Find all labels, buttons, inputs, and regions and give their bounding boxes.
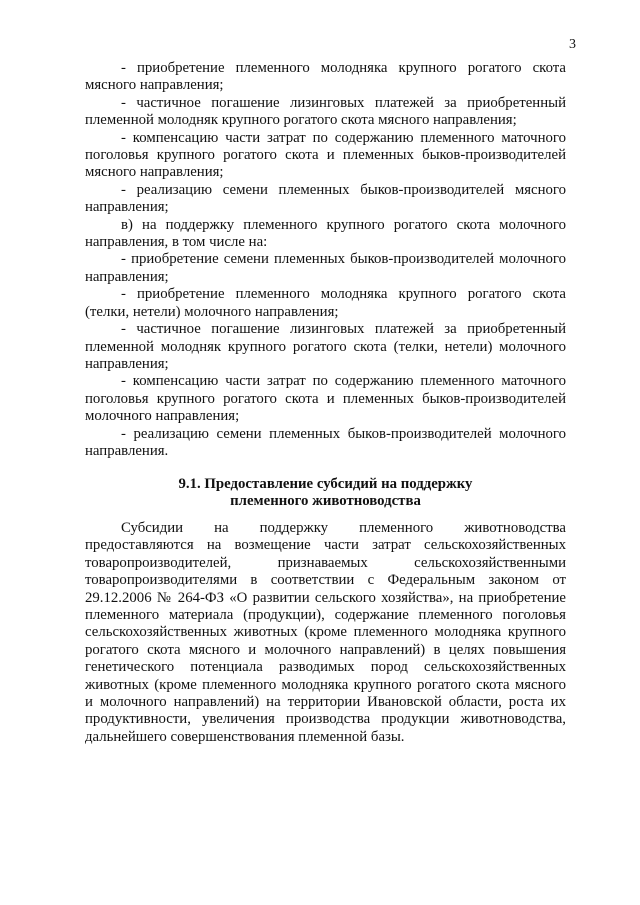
list-item: - приобретение племенного молодняка крупного рогатого скота (телки, нетели) молочного направления; <box>85 286 566 320</box>
subsection-item: в) на поддержку племенного крупного рогатого скота молочного направления, в том числе на: <box>85 216 566 251</box>
section-body <box>85 520 566 746</box>
list-item: - компенсацию части затрат по содержанию племенного маточного поголовья крупного рогатого скота и племенных быков-производителей молочного направления; <box>85 373 566 425</box>
list-item: - компенсацию части затрат по содержанию племенного маточного поголовья крупного рогатого скота и племенных быков-производителей мясного направления; <box>85 129 566 181</box>
section-body-paragraph: Субсидии на поддержку племенного животноводства предоставляются на возмещение части затрат сельскохозяйственных товаропроизводителей, признаваемых сельскохозяйственными товаропроизводителями в соответствии с Федеральным законом от 29.12.2006 № 264-ФЗ «О развитии сельского хозяйства», на приобретение племенного материала (продукции), содержание племенного поголовья сельскохозяйственных животных (кроме племенного молодняка крупного рогатого скота мясного и молочного направлений) в целях повышения генетического потенциала разводимых пород сельскохозяйственных животных (кроме племенного молодняка крупного рогатого скота мясного и молочного направлений) на территории Ивановской области, роста их продуктивности, увеличения производства продукции животноводства, дальнейшего совершенствования племенной базы. <box>85 520 566 745</box>
list-item: - реализацию семени племенных быков-производителей мясного направления; <box>85 181 566 216</box>
list-item: - реализацию семени племенных быков-производителей молочного направления. <box>85 425 566 459</box>
list-item: - приобретение семени племенных быков-производителей молочного направления; <box>85 251 566 285</box>
section-heading-line-1: 9.1. Предоставление субсидий на поддержку <box>178 476 473 492</box>
section-heading <box>85 476 566 511</box>
list-item: - приобретение племенного молодняка крупного рогатого скота мясного направления; <box>85 60 566 94</box>
list-continuation <box>85 60 566 460</box>
list-item: - частичное погашение лизинговых платежей за приобретенный племенной молодняк крупного рогатого скота мясного направления; <box>85 94 566 129</box>
page-number: 3 <box>569 37 576 52</box>
list-item: - частичное погашение лизинговых платежей за приобретенный племенной молодняк крупного рогатого скота (телки, нетели) молочного направления; <box>85 321 566 372</box>
section-heading-line-2: племенного животноводства <box>230 493 421 510</box>
